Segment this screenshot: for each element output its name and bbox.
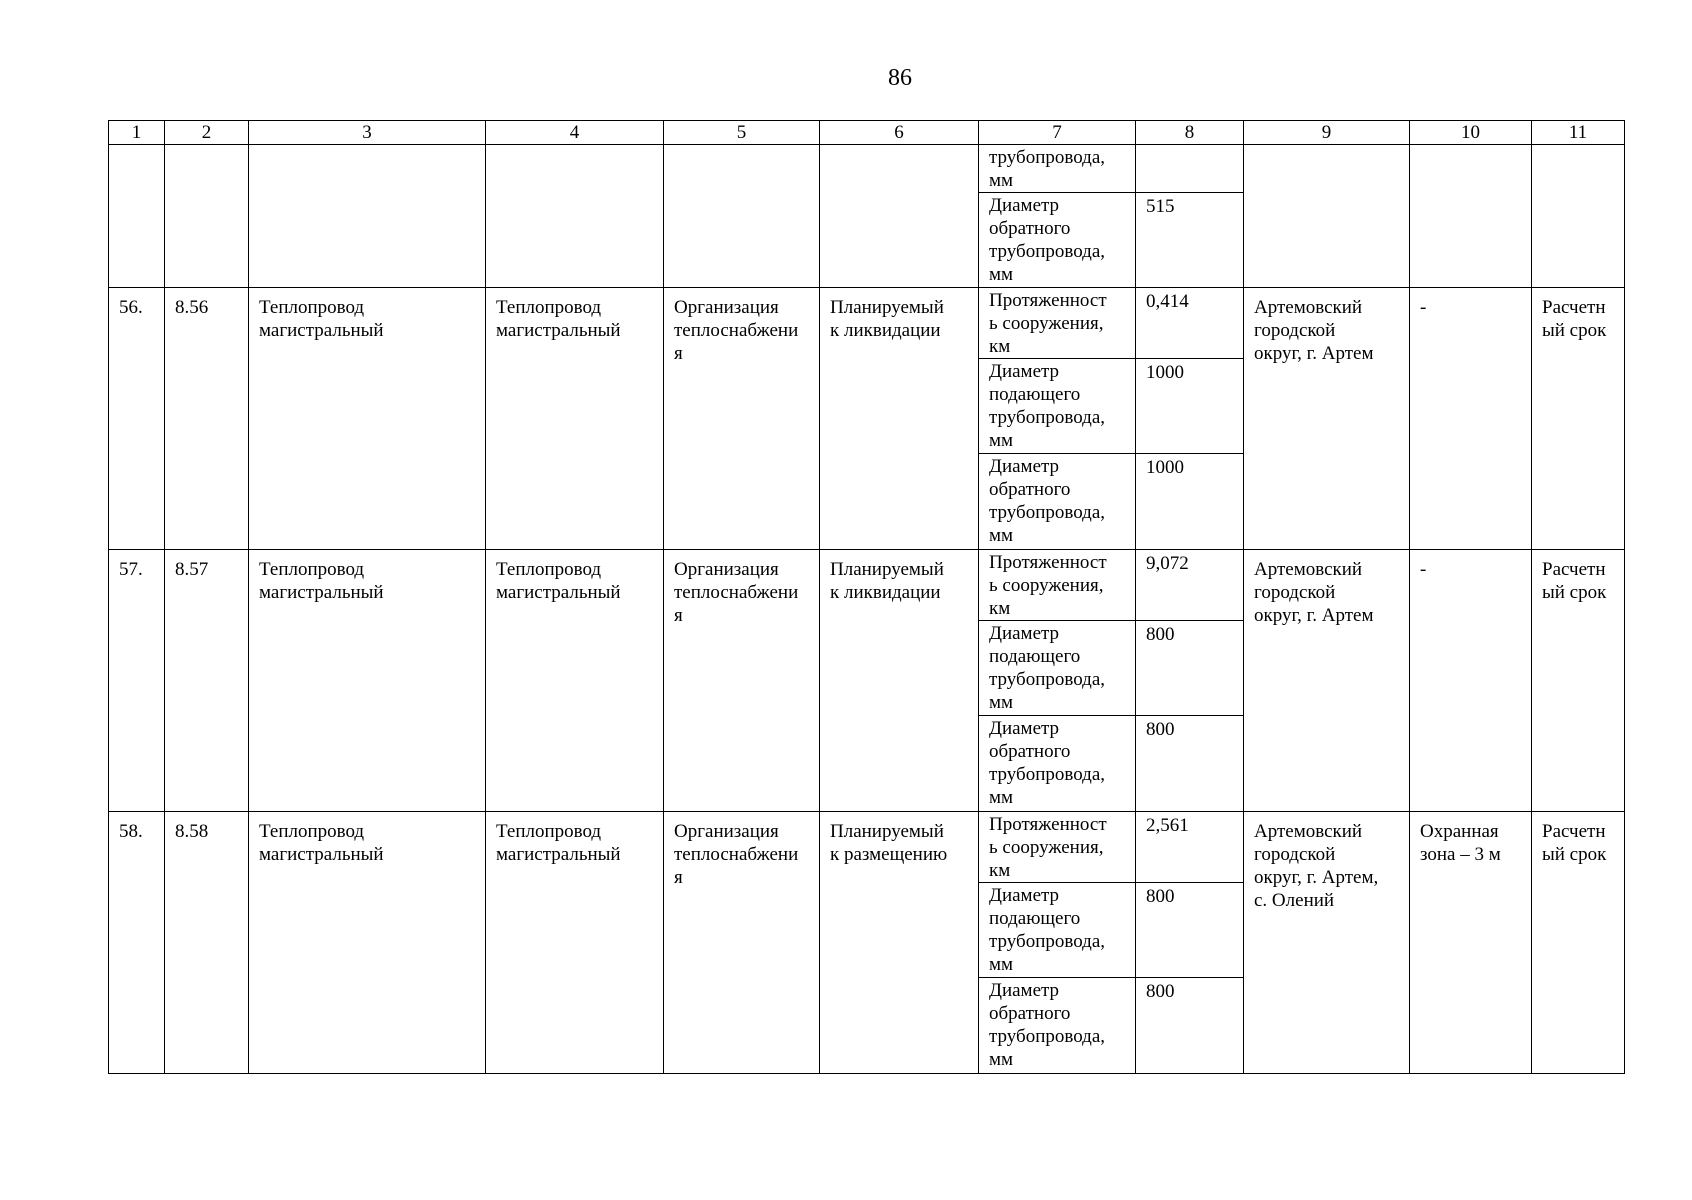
code-cell [165,145,249,288]
column-number-row [109,121,1625,145]
type-cell [486,145,664,288]
code-cell: 8.58 [165,812,249,1074]
parameter-value-cell: 800 [1136,978,1244,1074]
term-cell: Расчетн ый срок [1532,812,1625,1074]
parameter-value-cell: 1000 [1136,454,1244,550]
status-cell: Планируемый к ликвидации [820,550,979,812]
parameter-value-cell: 515 [1136,193,1244,288]
parameter-name-cell: Протяженност ь сооружения, км [979,550,1136,621]
purpose-cell [664,145,820,288]
parameter-value-cell: 2,561 [1136,812,1244,883]
row-number-cell: 58. [109,812,165,1074]
status-cell: Планируемый к размещению [820,812,979,1074]
column-number: 3 [249,121,486,145]
term-cell: Расчетн ый срок [1532,550,1625,812]
column-number: 11 [1532,121,1625,145]
name-cell [249,145,486,288]
column-number: 7 [979,121,1136,145]
column-number: 6 [820,121,979,145]
table-row [109,145,1625,193]
column-number: 10 [1410,121,1532,145]
name-cell: Теплопровод магистральный [249,550,486,812]
term-cell [1532,145,1625,288]
parameter-name-cell: Диаметр обратного трубопровода, мм [979,454,1136,550]
code-cell: 8.56 [165,288,249,550]
objects-table [108,120,1625,1074]
page-number: 86 [888,65,912,91]
purpose-cell: Организация теплоснабжени я [664,550,820,812]
column-number: 9 [1244,121,1410,145]
parameter-name-cell: Диаметр обратного трубопровода, мм [979,978,1136,1074]
location-cell [1244,145,1410,288]
parameter-value-cell: 9,072 [1136,550,1244,621]
parameter-name-cell: Диаметр обратного трубопровода, мм [979,193,1136,288]
column-number: 5 [664,121,820,145]
column-number: 4 [486,121,664,145]
parameter-name-cell: Диаметр обратного трубопровода, мм [979,716,1136,812]
column-number: 2 [165,121,249,145]
parameter-name-cell: Диаметр подающего трубопровода, мм [979,359,1136,454]
table-row [109,812,1625,883]
parameter-name-cell: Протяженност ь сооружения, км [979,812,1136,883]
name-cell: Теплопровод магистральный [249,288,486,550]
zone-cell [1410,145,1532,288]
parameter-name-cell: Диаметр подающего трубопровода, мм [979,621,1136,716]
location-cell: Артемовский городской округ, г. Артем [1244,550,1410,812]
parameter-value-cell: 800 [1136,621,1244,716]
zone-cell: Охранная зона – 3 м [1410,812,1532,1074]
location-cell: Артемовский городской округ, г. Артем [1244,288,1410,550]
purpose-cell: Организация теплоснабжени я [664,812,820,1074]
purpose-cell: Организация теплоснабжени я [664,288,820,550]
table-row [109,550,1625,621]
row-number-cell: 56. [109,288,165,550]
table-row [109,288,1625,359]
parameter-name-cell: Протяженност ь сооружения, км [979,288,1136,359]
status-cell [820,145,979,288]
parameter-value-cell: 800 [1136,716,1244,812]
type-cell: Теплопровод магистральный [486,288,664,550]
row-number-cell [109,145,165,288]
row-number-cell: 57. [109,550,165,812]
term-cell: Расчетн ый срок [1532,288,1625,550]
parameter-value-cell: 0,414 [1136,288,1244,359]
type-cell: Теплопровод магистральный [486,550,664,812]
parameter-name-cell: трубопровода, мм [979,145,1136,193]
parameter-value-cell: 1000 [1136,359,1244,454]
status-cell: Планируемый к ликвидации [820,288,979,550]
column-number: 8 [1136,121,1244,145]
name-cell: Теплопровод магистральный [249,812,486,1074]
parameter-name-cell: Диаметр подающего трубопровода, мм [979,883,1136,978]
location-cell: Артемовский городской округ, г. Артем, с. Олений [1244,812,1410,1074]
code-cell: 8.57 [165,550,249,812]
parameter-value-cell [1136,145,1244,193]
column-number: 1 [109,121,165,145]
zone-cell: - [1410,550,1532,812]
zone-cell: - [1410,288,1532,550]
type-cell: Теплопровод магистральный [486,812,664,1074]
parameter-value-cell: 800 [1136,883,1244,978]
